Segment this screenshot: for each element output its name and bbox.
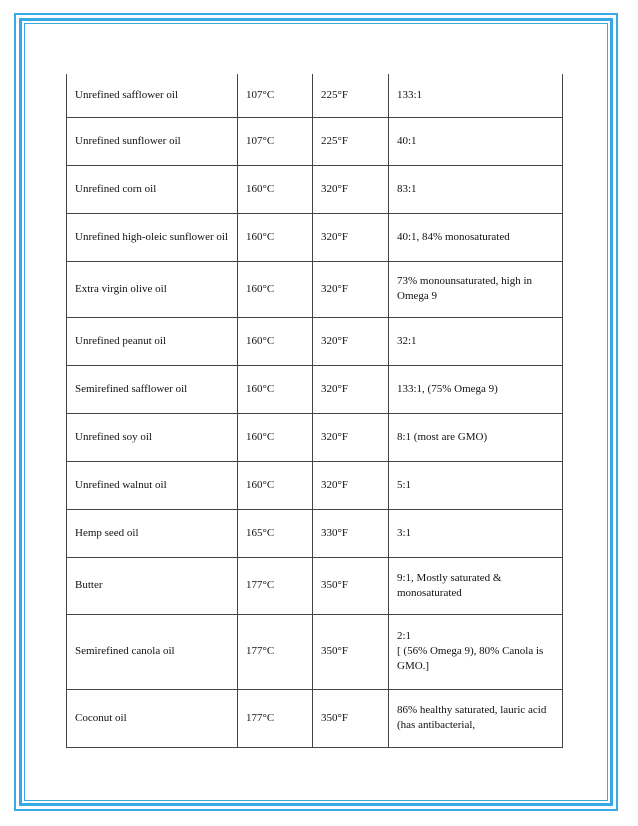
table-row bbox=[67, 614, 563, 689]
note-cell: 5:1 bbox=[389, 461, 563, 509]
fahrenheit-cell: 320°F bbox=[313, 461, 389, 509]
oil-name-cell: Extra virgin olive oil bbox=[67, 261, 238, 317]
table-row bbox=[67, 213, 563, 261]
oil-name-cell: Unrefined peanut oil bbox=[67, 317, 238, 365]
fahrenheit-cell: 320°F bbox=[313, 213, 389, 261]
note-cell: 2:1 [ (56% Omega 9), 80% Canola is GMO.] bbox=[389, 614, 563, 689]
note-cell: 133:1 bbox=[389, 74, 563, 117]
celsius-cell: 177°C bbox=[238, 614, 313, 689]
fahrenheit-cell: 350°F bbox=[313, 557, 389, 614]
celsius-cell: 177°C bbox=[238, 689, 313, 747]
note-cell: 40:1, 84% monosaturated bbox=[389, 213, 563, 261]
table-row bbox=[67, 509, 563, 557]
fahrenheit-cell: 225°F bbox=[313, 74, 389, 117]
note-cell: 8:1 (most are GMO) bbox=[389, 413, 563, 461]
fahrenheit-cell: 320°F bbox=[313, 261, 389, 317]
oil-name-cell: Unrefined soy oil bbox=[67, 413, 238, 461]
table-row bbox=[67, 165, 563, 213]
celsius-cell: 107°C bbox=[238, 117, 313, 165]
oil-name-cell: Hemp seed oil bbox=[67, 509, 238, 557]
fahrenheit-cell: 320°F bbox=[313, 413, 389, 461]
note-cell: 133:1, (75% Omega 9) bbox=[389, 365, 563, 413]
fahrenheit-cell: 330°F bbox=[313, 509, 389, 557]
celsius-cell: 177°C bbox=[238, 557, 313, 614]
fahrenheit-cell: 320°F bbox=[313, 165, 389, 213]
fahrenheit-cell: 320°F bbox=[313, 317, 389, 365]
fahrenheit-cell: 350°F bbox=[313, 689, 389, 747]
note-cell: 86% healthy saturated, lauric acid (has antibacterial, bbox=[389, 689, 563, 747]
celsius-cell: 160°C bbox=[238, 413, 313, 461]
table-row bbox=[67, 365, 563, 413]
oil-name-cell: Coconut oil bbox=[67, 689, 238, 747]
note-cell: 83:1 bbox=[389, 165, 563, 213]
oil-name-cell: Butter bbox=[67, 557, 238, 614]
table-row bbox=[67, 461, 563, 509]
table-body bbox=[67, 74, 563, 747]
note-cell: 73% monounsaturated, high in Omega 9 bbox=[389, 261, 563, 317]
celsius-cell: 160°C bbox=[238, 317, 313, 365]
celsius-cell: 160°C bbox=[238, 213, 313, 261]
celsius-cell: 160°C bbox=[238, 261, 313, 317]
table-row bbox=[67, 317, 563, 365]
note-cell: 9:1, Mostly saturated & monosaturated bbox=[389, 557, 563, 614]
celsius-cell: 165°C bbox=[238, 509, 313, 557]
note-cell: 3:1 bbox=[389, 509, 563, 557]
note-cell: 32:1 bbox=[389, 317, 563, 365]
oil-name-cell: Unrefined safflower oil bbox=[67, 74, 238, 117]
oil-smoke-point-table bbox=[66, 74, 563, 748]
table-row bbox=[67, 74, 563, 117]
celsius-cell: 160°C bbox=[238, 165, 313, 213]
celsius-cell: 160°C bbox=[238, 461, 313, 509]
oil-name-cell: Unrefined corn oil bbox=[67, 165, 238, 213]
table-row bbox=[67, 261, 563, 317]
oil-name-cell: Semirefined canola oil bbox=[67, 614, 238, 689]
fahrenheit-cell: 320°F bbox=[313, 365, 389, 413]
oil-name-cell: Semirefined safflower oil bbox=[67, 365, 238, 413]
table-row bbox=[67, 689, 563, 747]
oil-name-cell: Unrefined high-oleic sunflower oil bbox=[67, 213, 238, 261]
celsius-cell: 160°C bbox=[238, 365, 313, 413]
fahrenheit-cell: 350°F bbox=[313, 614, 389, 689]
celsius-cell: 107°C bbox=[238, 74, 313, 117]
oil-name-cell: Unrefined sunflower oil bbox=[67, 117, 238, 165]
table-row bbox=[67, 117, 563, 165]
table-row bbox=[67, 413, 563, 461]
oil-name-cell: Unrefined walnut oil bbox=[67, 461, 238, 509]
fahrenheit-cell: 225°F bbox=[313, 117, 389, 165]
note-cell: 40:1 bbox=[389, 117, 563, 165]
table-row bbox=[67, 557, 563, 614]
